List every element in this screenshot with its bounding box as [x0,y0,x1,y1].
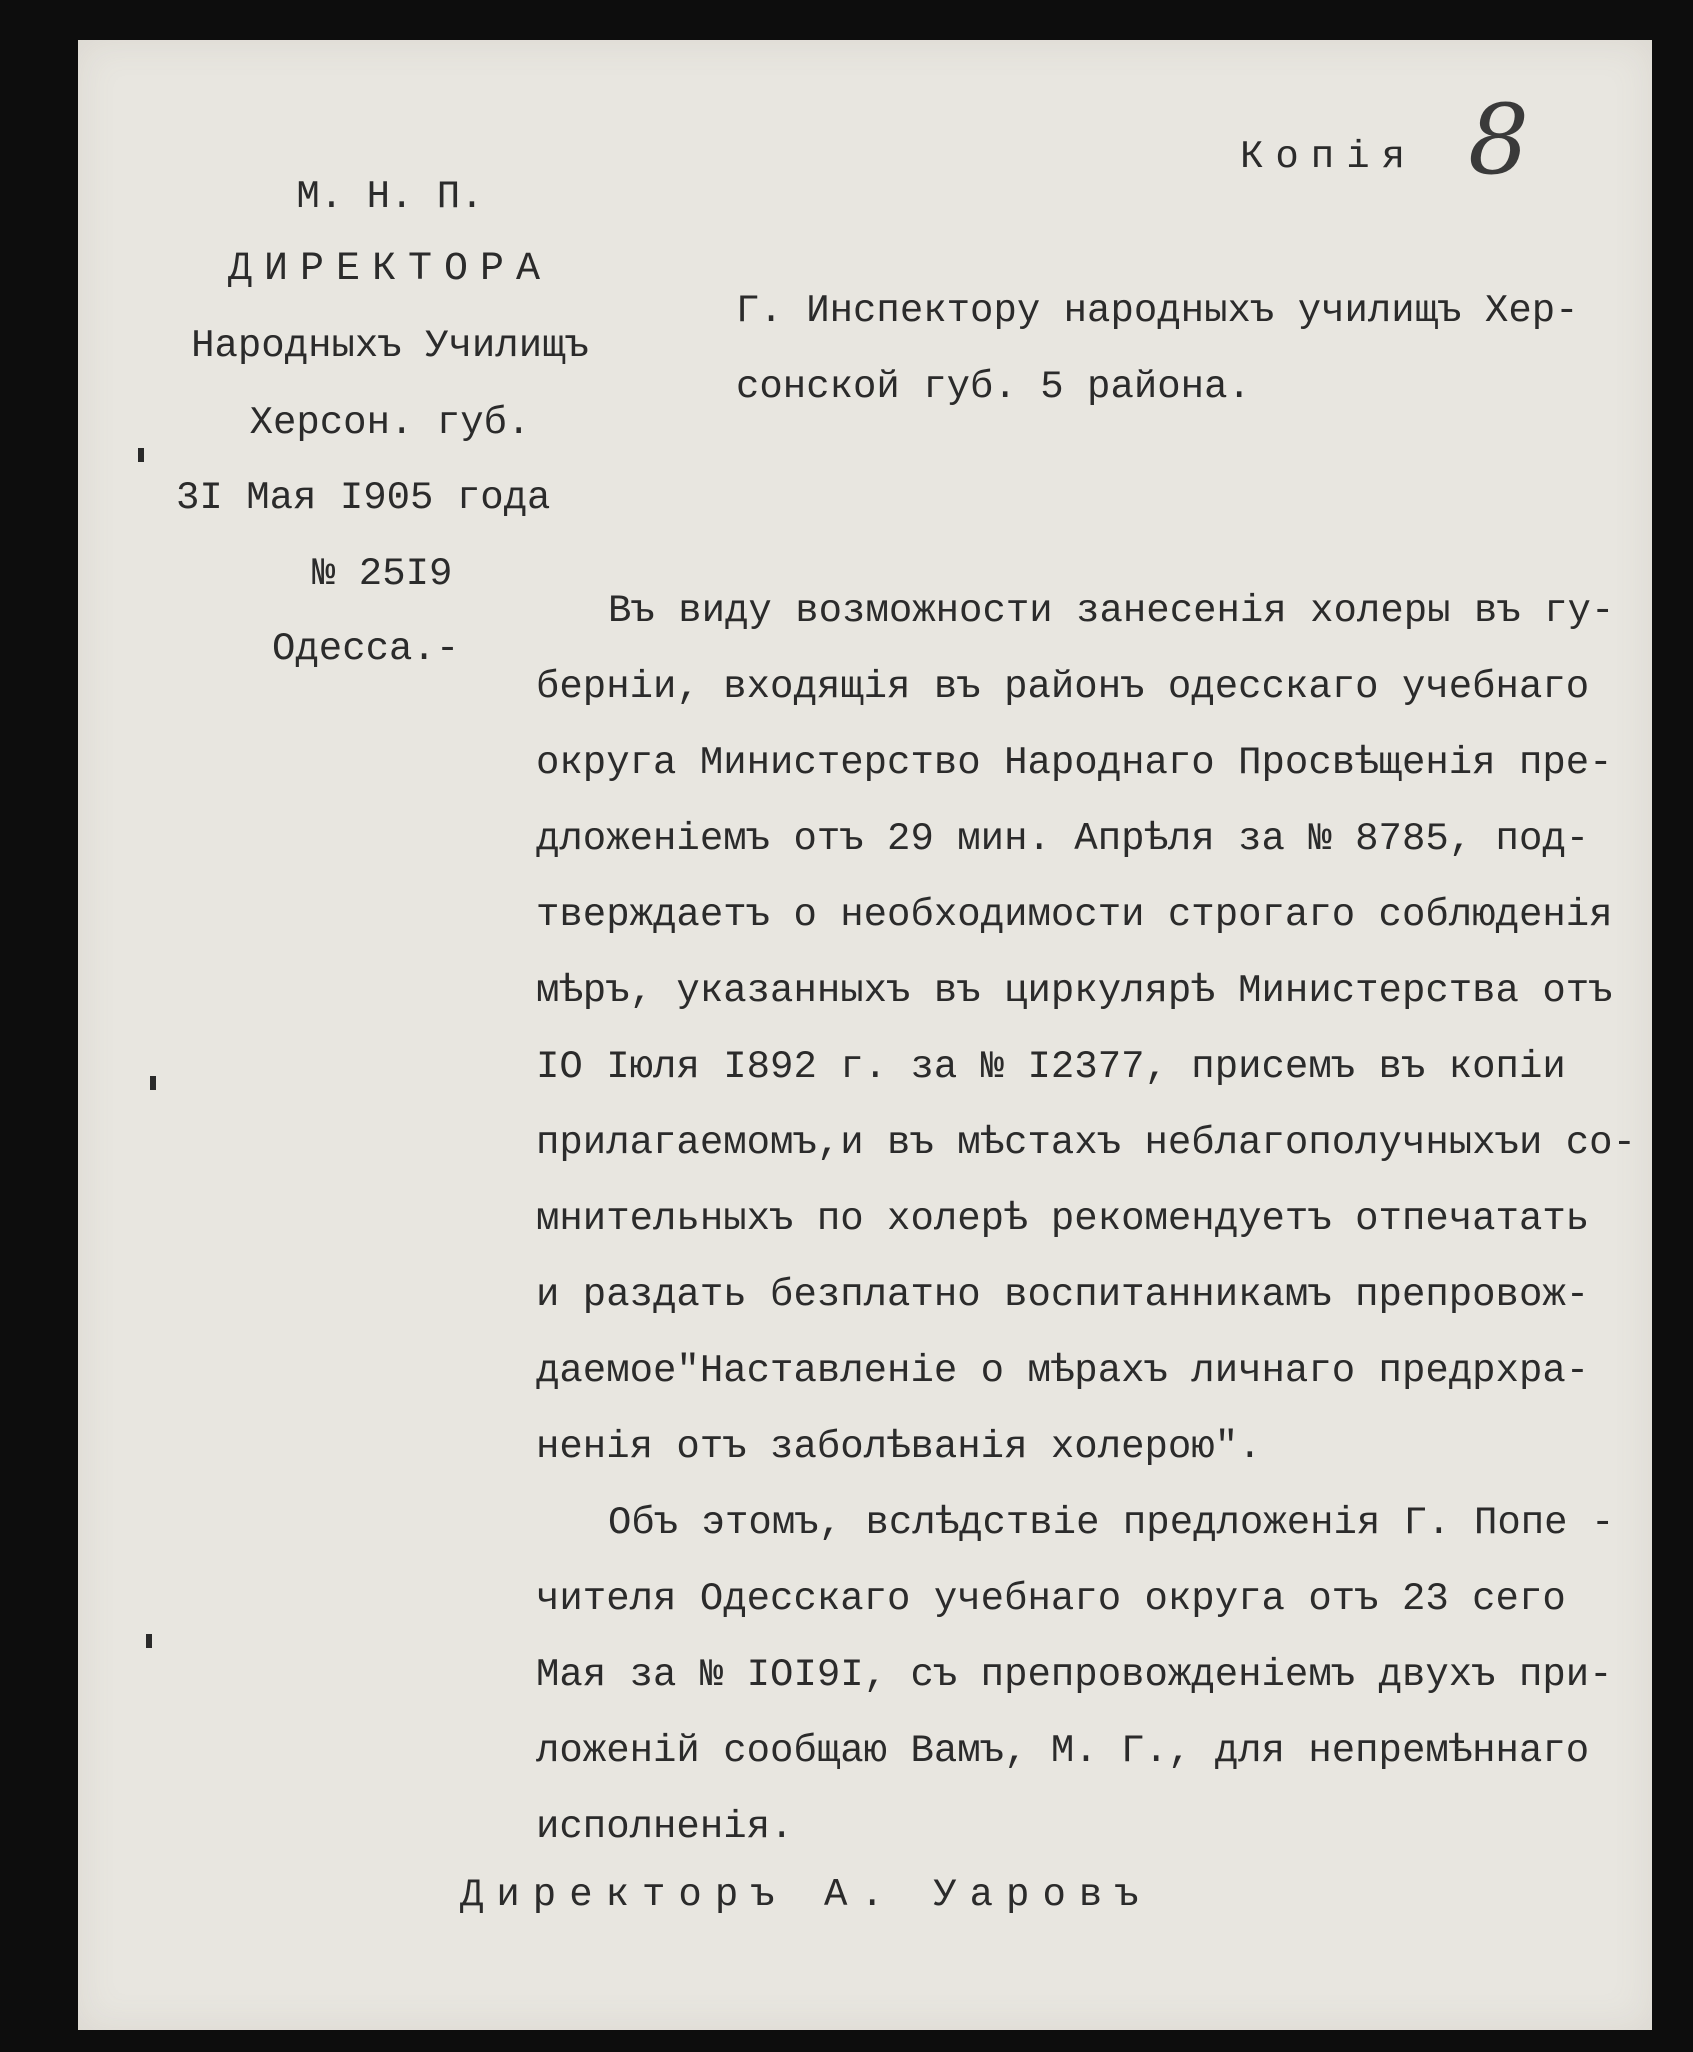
body-line-1: Въ виду возможности занесенія холеры въ гу- [608,589,1615,633]
body2-line-1: Объ этомъ, вслѣдствіе предложенія Г. Попе - [608,1501,1615,1545]
sender-number: № 25I9 [312,552,453,596]
body-line-9: мнительныхъ по холерѣ рекомендуетъ отпечатать [536,1197,1590,1241]
body2-line-3: Мая за № IOI9I, съ препровожденіемъ двухъ при- [536,1653,1613,1697]
sender-org: Народныхъ Училищъ [191,324,589,368]
body-line-8: прилагаемомъ,и въ мѣстахъ неблагополучныхъи со- [536,1121,1636,1165]
body-line-6: мѣръ, указанныхъ въ циркулярѣ Министерства отъ [536,969,1613,1013]
binding-mark [138,448,144,462]
body2-line-4: ложеній сообщаю Вамъ, М. Г., для непремѣннаго [536,1729,1590,1773]
sender-province: Херсон. губ. [249,401,531,445]
sender-ministry: М. Н. П. [296,175,484,219]
body-line-10: и раздать безплатно воспитанникамъ препровож- [536,1273,1590,1317]
addressee-line-1: Г. Инспектору народныхъ училищъ Хер- [736,289,1579,333]
body-line-2: берніи, входящія въ районъ одесскаго учебнаго [536,665,1590,709]
body-line-12: ненія отъ заболѣванія холерою". [536,1425,1262,1469]
body-line-11: даемое"Наставленіе о мѣрахъ личнаго предрхра- [536,1349,1590,1393]
page-number: 8 [1468,84,1530,196]
body-line-4: дложеніемъ отъ 29 мин. Апрѣля за № 8785, под- [536,817,1590,861]
sender-date: 3I Мая I905 года [176,476,551,520]
binding-mark [150,1076,156,1090]
body-line-3: округа Министерство Народнаго Просвѣщенія пре- [536,741,1613,785]
addressee-line-2: сонской губ. 5 района. [736,365,1251,409]
body2-line-2: чителя Одесскаго учебнаго округа отъ 23 сего [536,1577,1566,1621]
signature: Директоръ А. Уаровъ [460,1873,1152,1917]
body-line-5: тверждаетъ о необходимости строгаго соблюденія [536,893,1613,937]
copy-label: Копія [1240,135,1418,179]
body-line-7: IO Іюля I892 г. за № I2377, присемъ въ копіи [536,1045,1566,1089]
sender-city: Одесса.- [272,627,460,671]
sender-title: ДИРЕКТОРА [227,247,553,292]
binding-mark [146,1634,152,1648]
body2-line-5: исполненія. [536,1805,794,1849]
